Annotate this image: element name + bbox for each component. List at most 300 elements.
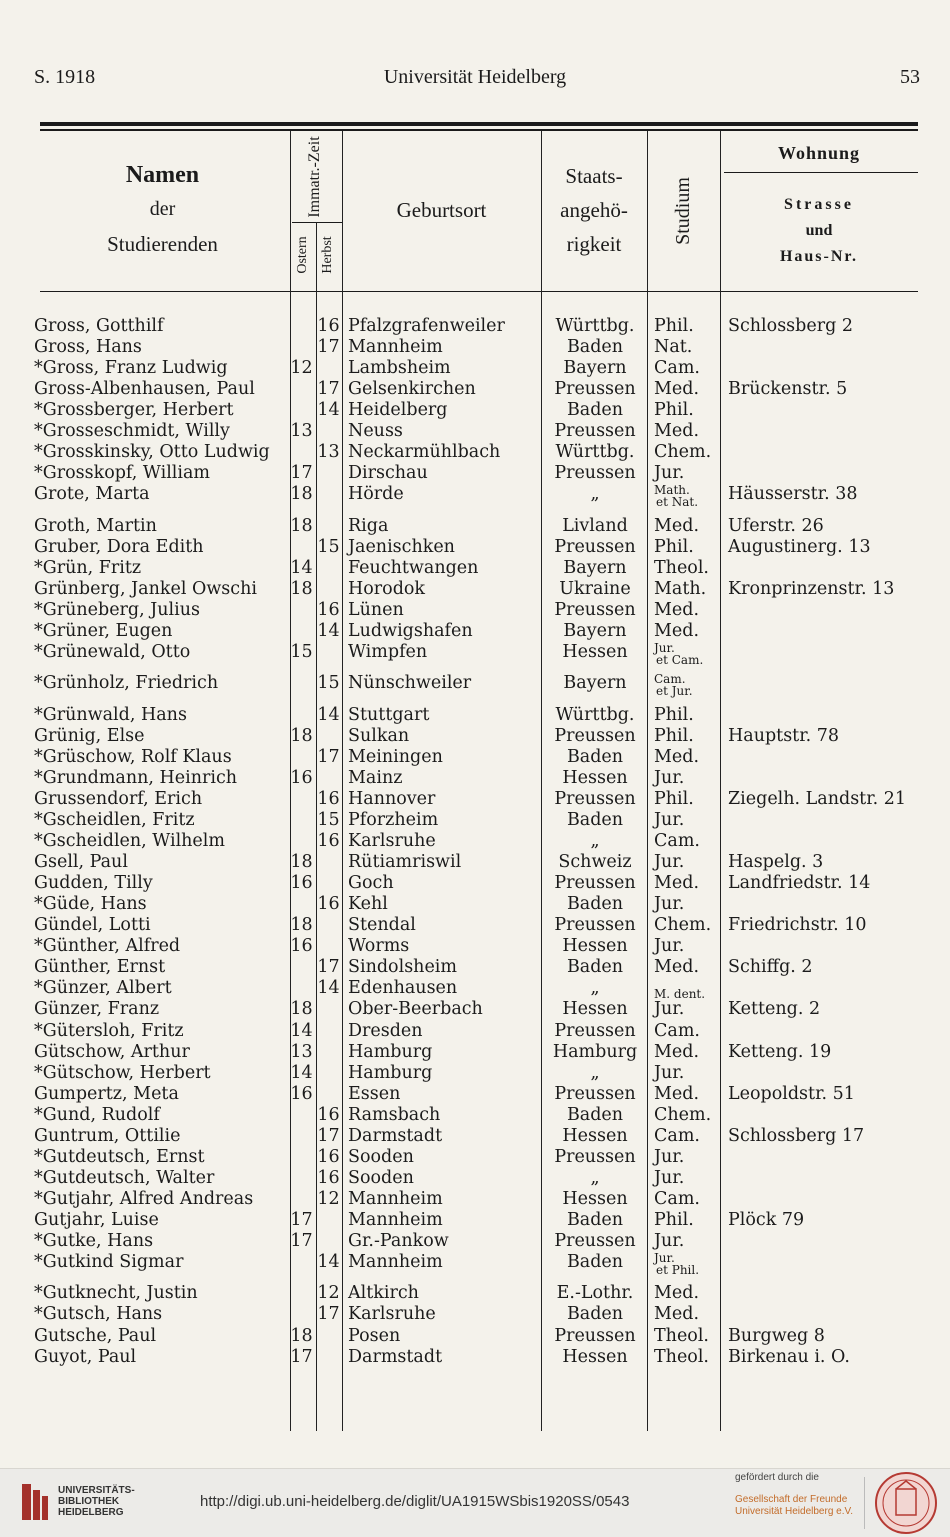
student-name: Gruber, Dora Edith [34,536,204,557]
field-of-study: Jur. [654,1062,685,1083]
ostern-semester: 17 [290,1346,313,1367]
nationality: Württbg. [555,316,635,336]
herbst-semester: 12 [317,1283,340,1304]
table-row [0,894,950,915]
student-name: Groth, Martin [34,515,157,536]
student-name: *Grüner, Eugen [34,621,173,641]
herbst-semester: 15 [317,536,340,557]
student-name: *Grüneberg, Julius [34,599,200,620]
student-name: *Gutdeutsch, Ernst [34,1146,205,1167]
field-of-study: Theol. [654,1325,709,1346]
birthplace: Karlsruhe [348,1304,436,1325]
table-row [0,999,950,1020]
field-of-study: Med. [654,1041,700,1062]
address: Plöck 79 [728,1209,805,1230]
nationality: „ [590,1062,600,1083]
nationality: „ [590,978,600,999]
herbst-semester: 16 [317,1146,340,1167]
field-of-study: Med. [654,621,700,641]
table-row [0,1283,950,1304]
col-header-immatr: Immatr.-Zeit [306,136,323,218]
address: Brückenstr. 5 [728,379,848,400]
nationality: E.-Lothr. [556,1283,634,1304]
field-of-study: Phil. [654,316,694,336]
table-row [0,852,950,873]
ostern-semester: 18 [290,1325,313,1346]
table-row [0,579,950,600]
col-header-ostern: Ostern [295,236,310,274]
address: Schlossberg 17 [728,1125,865,1146]
field-of-study-secondary: et Phil. [656,1263,700,1278]
wohnung-subrule [724,172,918,173]
nationality: Baden [566,1209,624,1230]
top-rule-thin [40,129,918,131]
library-name-line-3: HEIDELBERG [58,1507,124,1518]
student-name: *Gütersloh, Fritz [34,1020,184,1041]
col-header-studierenden: Studierenden [107,232,218,256]
address: Ziegelh. Landstr. 21 [728,788,907,809]
table-row [0,1084,950,1105]
nationality: Hessen [562,936,628,957]
birthplace: Mannheim [348,337,443,358]
field-of-study: Jur. [654,852,685,873]
col-header-staats-1: Staats- [565,164,623,188]
library-name-line-2: BIBLIOTHEK [58,1496,120,1507]
nationality: Baden [566,400,624,421]
page-header-left: S. 1918 [34,66,96,88]
herbst-semester: 16 [317,1104,340,1125]
field-of-study: Jur. [654,1231,685,1251]
nationality: Preussen [554,463,636,484]
field-of-study: M. dent. [654,987,706,1002]
ostern-semester: 17 [290,463,313,484]
nationality: Bayern [563,358,627,379]
student-name: *Gross, Franz Ludwig [34,358,228,379]
address: Hauptstr. 78 [728,725,840,746]
table-row [0,1347,950,1368]
birthplace: Goch [348,873,394,894]
student-name: *Grünewald, Otto [34,642,191,663]
birthplace: Mainz [348,767,403,788]
student-name: *Grossberger, Herbert [34,400,234,421]
field-of-study: Med. [654,1304,700,1325]
birthplace: Wimpfen [348,642,428,663]
nationality: Bayern [563,557,627,578]
field-of-study: Jur. [654,999,685,1020]
table-row [0,337,950,358]
sponsor-name [735,1494,853,1518]
birthplace: Neuss [348,421,403,442]
birthplace: Hamburg [348,1041,433,1062]
header-bottom-rule [40,291,918,292]
field-of-study: Cam. [654,1188,700,1209]
student-name: Gutsche, Paul [34,1325,157,1346]
herbst-semester: 14 [317,704,340,725]
birthplace: Sooden [348,1146,414,1167]
ostern-semester: 16 [290,873,313,894]
birthplace: Sooden [348,1167,414,1188]
address: Haspelg. 3 [728,852,824,873]
ostern-semester: 18 [290,852,313,873]
table-row [0,1304,950,1325]
herbst-semester: 16 [317,599,340,620]
col-header-strasse: Strasse [784,196,854,213]
birthplace: Sulkan [348,725,410,746]
field-of-study: Cam. [654,672,686,687]
student-name: Grünig, Else [34,725,145,746]
field-of-study: Chem. [654,915,712,936]
nationality: Preussen [554,873,636,894]
nationality: Württbg. [555,704,635,725]
student-name: Gutjahr, Luise [34,1209,159,1230]
birthplace: Darmstadt [348,1346,443,1367]
birthplace: Lünen [348,599,404,620]
student-name: Gudden, Tilly [34,873,153,894]
nationality: Hessen [562,1125,628,1146]
student-name: *Grün, Fritz [34,557,142,578]
nationality: Baden [566,746,624,767]
table-row [0,379,950,400]
col-header-wohnung: Wohnung [777,143,861,163]
nationality: Preussen [554,725,636,746]
herbst-semester: 14 [317,621,340,641]
herbst-semester: 17 [317,379,340,400]
student-name: *Günzer, Albert [34,978,172,999]
field-of-study: Phil. [654,704,694,725]
field-of-study: Theol. [654,1346,709,1367]
table-row [0,421,950,442]
student-name: *Grundmann, Heinrich [34,767,238,788]
page-number: 53 [900,66,920,88]
col-header-herbst: Herbst [320,236,335,274]
table-row [0,516,950,537]
nationality: Hessen [562,999,628,1020]
field-of-study: Med. [654,957,700,978]
col-header-der: der [149,198,176,220]
table-row [0,789,950,810]
student-name: Gross-Albenhausen, Paul [34,379,255,400]
col-header-staats-3: rigkeit [566,232,622,256]
table-row [0,768,950,789]
field-of-study: Med. [654,379,700,400]
nationality: „ [590,1167,600,1188]
table-row [0,316,950,337]
nationality: Preussen [554,379,636,400]
nationality: Baden [566,810,624,830]
ostern-semester: 12 [290,358,313,379]
col-header-hausnr: Haus-Nr. [779,248,859,265]
ostern-semester: 17 [290,1231,313,1251]
birthplace: Gelsenkirchen [348,379,476,400]
col-header-geburtsort: Geburtsort [396,198,487,222]
field-of-study: Phil. [654,536,694,557]
student-name: *Güde, Hans [34,894,147,915]
field-of-study: Jur. [654,894,685,915]
herbst-semester: 17 [317,746,340,767]
nationality: Hessen [562,642,628,663]
field-of-study: Phil. [654,788,694,809]
birthplace: Worms [348,936,410,957]
address: Landfriedstr. 14 [728,873,871,894]
birthplace: Stuttgart [348,704,430,725]
field-of-study-secondary: et Nat. [656,495,699,510]
student-name: Gumpertz, Meta [34,1083,179,1104]
table-row [0,672,950,699]
address: Häusserstr. 38 [728,484,858,505]
birthplace: Rütiamriswil [348,852,462,873]
birthplace: Sindolsheim [348,957,457,978]
birthplace: Pfalzgrafenweiler [348,316,505,336]
field-of-study: Jur. [654,463,685,484]
library-name [58,1485,135,1518]
herbst-semester: 17 [317,1304,340,1325]
birthplace: Ober-Beerbach [348,999,483,1020]
birthplace: Riga [348,515,389,536]
student-name: *Gutke, Hans [34,1231,154,1251]
field-of-study: Med. [654,746,700,767]
field-of-study: Cam. [654,1125,700,1146]
student-name: *Grosskinsky, Otto Ludwig [34,442,270,463]
nationality: Baden [566,337,624,358]
address: Burgweg 8 [728,1325,825,1346]
table-row [0,978,950,1002]
herbst-semester: 15 [317,810,340,830]
field-of-study: Nat. [654,337,693,358]
col-header-studium: Studium [672,177,694,245]
nationality: Ukraine [559,578,631,599]
student-name: Guntrum, Ottilie [34,1125,181,1146]
ostern-semester: 18 [290,484,313,505]
student-name: *Gütschow, Herbert [34,1062,211,1083]
birthplace: Hamburg [348,1062,433,1083]
student-name: *Gutknecht, Justin [34,1283,198,1304]
herbst-semester: 17 [317,957,340,978]
field-of-study: Phil. [654,725,694,746]
address: Uferstr. 26 [728,515,824,536]
table-row [0,1042,950,1063]
address: Birkenau i. O. [728,1346,850,1367]
student-name: *Günther, Alfred [34,936,181,957]
birthplace: Posen [348,1325,401,1346]
sponsor-name-line-1: Gesellschaft der Freunde [735,1494,848,1505]
nationality: Hamburg [552,1041,638,1062]
table-row [0,705,950,726]
field-of-study: Jur. [654,810,685,830]
ostern-semester: 14 [290,1062,313,1083]
ostern-semester: 14 [290,557,313,578]
birthplace: Altkirch [348,1283,419,1304]
student-name: Günzer, Franz [34,999,160,1020]
table-row [0,600,950,621]
table-row [0,400,950,421]
field-of-study: Theol. [654,557,709,578]
nationality: „ [590,484,600,505]
table-row [0,1189,950,1210]
birthplace: Pforzheim [348,810,439,830]
nationality: Livland [562,515,628,536]
footer-divider [864,1477,865,1529]
birthplace: Feuchtwangen [348,557,479,578]
address: Augustinerg. 13 [728,536,871,557]
nationality: Bayern [563,621,627,641]
nationality: Preussen [554,1083,636,1104]
table-row [0,1105,950,1126]
birthplace: Hörde [348,484,404,505]
birthplace: Horodok [348,578,426,599]
table-row [0,1021,950,1042]
herbst-semester: 17 [317,337,340,358]
student-name: *Gutjahr, Alfred Andreas [34,1188,254,1209]
student-name: *Grosseschmidt, Willy [34,421,230,442]
table-row [0,483,950,510]
nationality: Preussen [554,1146,636,1167]
student-name: Grote, Marta [34,484,150,505]
field-of-study: Math. [654,483,690,498]
student-name: *Gutdeutsch, Walter [34,1167,215,1188]
nationality: Preussen [554,599,636,620]
nationality: Baden [566,1304,624,1325]
nationality: Hessen [562,1188,628,1209]
student-name: *Gscheidlen, Fritz [34,810,195,830]
field-of-study: Chem. [654,442,712,463]
student-name: Guyot, Paul [34,1346,137,1367]
nationality: Baden [566,894,624,915]
ostern-semester: 18 [290,999,313,1020]
source-url-link[interactable]: http://digi.ub.uni-heidelberg.de/diglit/UA1915WSbis1920SS/0543 [200,1493,630,1510]
birthplace: Nünschweiler [348,673,472,694]
nationality: „ [590,831,600,852]
nationality: Baden [566,1104,624,1125]
table-row [0,1147,950,1168]
field-of-study: Jur. [654,767,685,788]
nationality: Preussen [554,788,636,809]
table-row [0,747,950,768]
birthplace: Darmstadt [348,1125,443,1146]
sponsor-intro: gefördert durch die [735,1472,819,1483]
student-name: Günther, Ernst [34,957,166,978]
ostern-semester: 13 [290,1041,313,1062]
ostern-semester: 17 [290,1209,313,1230]
table-row [0,1126,950,1147]
table-row [0,873,950,894]
birthplace: Lambsheim [348,358,451,379]
nationality: Preussen [554,1231,636,1251]
field-of-study: Jur. [654,1146,685,1167]
ostern-semester: 16 [290,767,313,788]
birthplace: Essen [348,1083,401,1104]
address: Kronprinzenstr. 13 [728,578,895,599]
footer-bar [0,1468,950,1537]
birthplace: Stendal [348,915,416,936]
field-of-study: Cam. [654,831,700,852]
field-of-study: Med. [654,1083,700,1104]
student-name: Grünberg, Jankel Owschi [34,578,257,599]
field-of-study: Cam. [654,1020,700,1041]
birthplace: Neckarmühlbach [348,442,501,463]
herbst-semester: 16 [317,894,340,915]
table-row [0,1231,950,1252]
table-row [0,1063,950,1084]
birthplace: Dirschau [348,463,428,484]
birthplace: Meiningen [348,746,443,767]
table-row [0,621,950,642]
herbst-semester: 16 [317,1167,340,1188]
birthplace: Jaenischken [348,536,455,557]
field-of-study: Jur. [654,641,675,656]
student-name: *Grosskopf, William [34,463,211,484]
student-name: Gross, Gotthilf [34,316,164,336]
address: Schlossberg 2 [728,316,853,336]
student-name: Gross, Hans [34,337,142,358]
nationality: Württbg. [555,442,635,463]
herbst-semester: 13 [317,442,340,463]
table-row [0,1168,950,1189]
field-of-study: Math. [654,578,707,599]
field-of-study: Med. [654,599,700,620]
nationality: Preussen [554,421,636,442]
table-row [0,537,950,558]
table-row [0,1326,950,1347]
library-logo-icon [20,1482,50,1522]
herbst-semester: 12 [317,1188,340,1209]
address: Ketteng. 2 [728,999,821,1020]
col-header-namen: Namen [125,162,200,188]
student-name: Grussendorf, Erich [34,788,203,809]
herbst-semester: 15 [317,673,340,694]
birthplace: Mannheim [348,1188,443,1209]
field-of-study: Med. [654,515,700,536]
birthplace: Kehl [348,894,388,915]
field-of-study-secondary: et Jur. [656,684,693,699]
table-row [0,831,950,852]
nationality: Preussen [554,1325,636,1346]
nationality: Hessen [562,1346,628,1367]
table-row [0,936,950,957]
birthplace: Gr.-Pankow [348,1231,449,1251]
table-row [0,1251,950,1278]
nationality: Schweiz [558,852,632,873]
ostern-semester: 18 [290,515,313,536]
page-header-title: Universität Heidelberg [383,66,567,88]
field-of-study: Med. [654,1283,700,1304]
field-of-study: Chem. [654,1104,712,1125]
ostern-semester: 18 [290,915,313,936]
table-row [0,915,950,936]
student-name: Gündel, Lotti [34,915,151,936]
field-of-study: Phil. [654,1209,694,1230]
student-name: Gsell, Paul [34,852,128,873]
table-row [0,463,950,484]
ostern-semester: 18 [290,578,313,599]
address: Schiffg. 2 [728,957,813,978]
ostern-semester: 16 [290,1083,313,1104]
top-rule-thick [40,122,918,126]
table-row [0,726,950,747]
university-seal-icon [874,1471,938,1535]
field-of-study-secondary: et Cam. [656,653,704,668]
nationality: Preussen [554,1020,636,1041]
birthplace: Ludwigshafen [348,621,473,641]
nationality: Baden [566,957,624,978]
library-name-line-1: UNIVERSITÄTS- [58,1485,135,1496]
ostern-semester: 15 [290,642,313,663]
table-row [0,558,950,579]
birthplace: Mannheim [348,1252,443,1273]
address: Leopoldstr. 51 [728,1083,855,1104]
table-row [0,641,950,668]
field-of-study: Med. [654,421,700,442]
student-name: *Grünwald, Hans [34,704,187,725]
